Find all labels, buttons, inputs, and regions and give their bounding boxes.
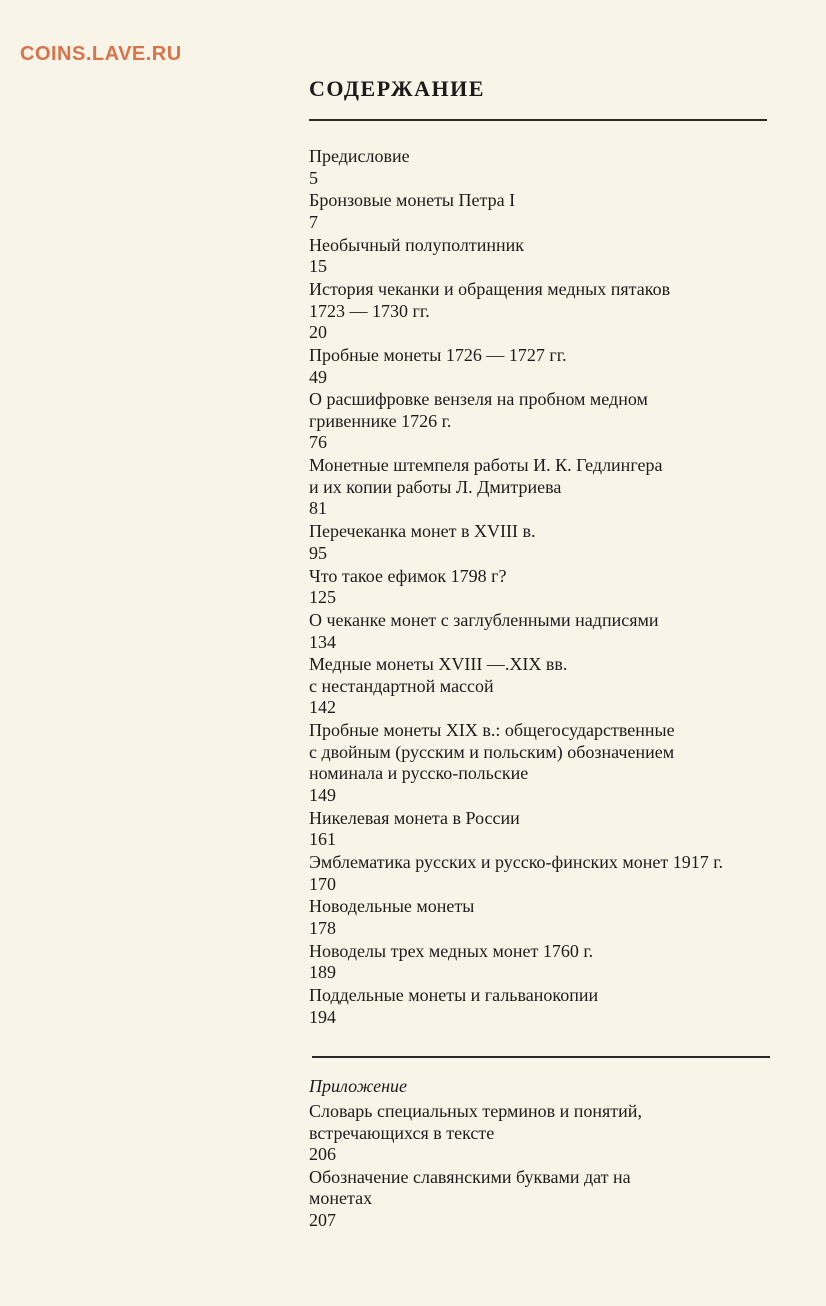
contents-entry bbox=[309, 654, 779, 719]
entry-title-line: О расшифровке вензеля на пробном медном bbox=[309, 389, 648, 410]
entry-page-number: 170 bbox=[309, 873, 336, 894]
contents-entry bbox=[309, 345, 779, 388]
entry-title-line: гривеннике 1726 г. bbox=[309, 410, 452, 431]
entry-title-line: Никелевая монета в России bbox=[309, 807, 520, 828]
entry-page-number: 149 bbox=[309, 784, 336, 805]
entry-page-number: 20 bbox=[309, 322, 327, 343]
entry-title-line: 1723 — 1730 гг. bbox=[309, 300, 430, 321]
entry-page-number: 142 bbox=[309, 697, 336, 718]
contents-entry bbox=[309, 455, 779, 520]
entry-title-line: Обозначение славянскими буквами дат на bbox=[309, 1166, 631, 1187]
entry-page-number: 194 bbox=[309, 1006, 336, 1027]
entry-title-line: О чеканке монет с заглубленными надписями bbox=[309, 610, 659, 631]
entry-title-line: Поддельные монеты и гальванокопии bbox=[309, 985, 599, 1006]
title-divider bbox=[309, 119, 767, 121]
entry-title-line: Новодельные монеты bbox=[309, 896, 475, 917]
entry-title-line: и их копии работы Л. Дмитриева bbox=[309, 476, 562, 497]
entry-title-line: Монетные штемпеля работы И. К. Гедлингера bbox=[309, 455, 663, 476]
contents-entry bbox=[309, 941, 779, 984]
entry-page-number: 207 bbox=[309, 1209, 336, 1230]
entry-title-line: номинала и русско-польские bbox=[309, 763, 529, 784]
entry-title-line: Необычный полуполтинник bbox=[309, 234, 525, 255]
entry-title-line: с нестандартной массой bbox=[309, 675, 494, 696]
entry-page-number: 161 bbox=[309, 829, 336, 850]
entry-title-line: Эмблематика русских и русско-финских монет 1917 г. bbox=[309, 852, 724, 873]
contents-entry bbox=[309, 521, 779, 564]
appendix-label: Приложение bbox=[309, 1076, 408, 1096]
contents-entry bbox=[309, 389, 779, 454]
contents-entry bbox=[309, 808, 779, 851]
entry-page-number: 15 bbox=[309, 256, 327, 277]
contents-entry bbox=[309, 566, 779, 609]
contents-entry bbox=[309, 1101, 779, 1166]
entry-page-number: 178 bbox=[309, 917, 336, 938]
entry-page-number: 189 bbox=[309, 962, 336, 983]
entry-title-line: Предисловие bbox=[309, 146, 410, 166]
contents-entry bbox=[309, 279, 779, 344]
entry-title-line: Что такое ефимок 1798 г? bbox=[309, 565, 507, 586]
entry-title-line: монетах bbox=[309, 1188, 373, 1209]
contents-entry bbox=[309, 146, 779, 189]
appendix-divider bbox=[312, 1056, 770, 1058]
entry-page-number: 125 bbox=[309, 587, 336, 608]
entry-page-number: 95 bbox=[309, 542, 327, 563]
entry-title-line: Новоделы трех медных монет 1760 г. bbox=[309, 940, 594, 961]
contents-list bbox=[309, 146, 779, 1030]
contents-entry bbox=[309, 190, 779, 233]
entry-title-line: Словарь специальных терминов и понятий, bbox=[309, 1101, 642, 1121]
entry-page-number: 81 bbox=[309, 498, 327, 519]
page-title: СОДЕРЖАНИЕ bbox=[309, 76, 485, 101]
entry-page-number: 5 bbox=[309, 167, 318, 188]
entry-title-line: Пробные монеты XIX в.: общегосударственные bbox=[309, 720, 675, 741]
entry-page-number: 49 bbox=[309, 366, 327, 387]
contents-entry bbox=[309, 235, 779, 278]
contents-entry bbox=[309, 610, 779, 653]
entry-title-line: встречающихся в тексте bbox=[309, 1122, 495, 1143]
entry-page-number: 7 bbox=[309, 211, 318, 232]
entry-title-line: История чеканки и обращения медных пятаков bbox=[309, 279, 671, 300]
contents-entry bbox=[309, 1167, 779, 1232]
contents-entry bbox=[309, 852, 779, 895]
entry-title-line: с двойным (русским и польским) обозначением bbox=[309, 741, 675, 762]
contents-entry bbox=[309, 985, 779, 1028]
entry-page-number: 76 bbox=[309, 432, 327, 453]
entry-title-line: Пробные монеты 1726 — 1727 гг. bbox=[309, 345, 567, 366]
entry-title-line: Перечеканка монет в XVIII в. bbox=[309, 521, 536, 542]
watermark: COINS.LAVE.RU bbox=[20, 43, 182, 65]
contents-entry bbox=[309, 896, 779, 939]
entry-page-number: 134 bbox=[309, 631, 336, 652]
entry-title-line: Медные монеты XVIII —.XIX вв. bbox=[309, 654, 568, 675]
appendix-contents-list bbox=[309, 1101, 779, 1233]
contents-entry bbox=[309, 720, 779, 806]
entry-page-number: 206 bbox=[309, 1144, 336, 1164]
entry-title-line: Бронзовые монеты Петра I bbox=[309, 190, 516, 211]
